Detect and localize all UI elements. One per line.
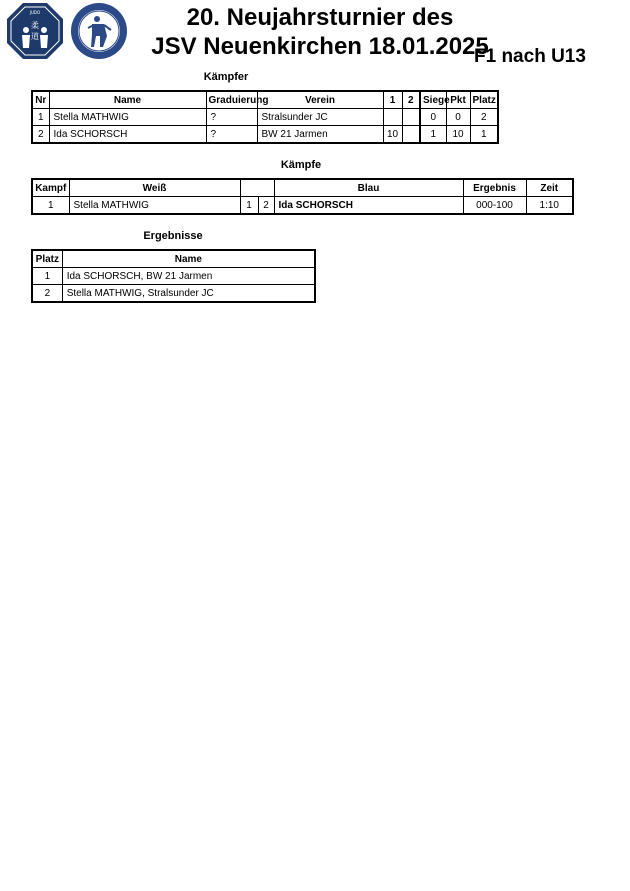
category-subtitle: F1 nach U13 <box>474 46 586 67</box>
table-row <box>32 109 498 126</box>
fighter-place: 2 <box>470 109 498 126</box>
fighter-points: 10 <box>446 126 470 144</box>
fighter-wins: 0 <box>420 109 446 126</box>
fighter-wins: 1 <box>420 126 446 144</box>
result-name: Ida SCHORSCH, BW 21 Jarmen <box>62 268 315 285</box>
col-header: Nr <box>32 91 49 109</box>
fighter-grade: ? <box>206 109 257 126</box>
fights-caption: Kämpfe <box>280 159 322 171</box>
fighter-grade: ? <box>206 126 257 144</box>
fight-result: 000-100 <box>463 197 526 215</box>
fight-blue-name: Ida SCHORSCH <box>274 197 463 215</box>
fight-time: 1:10 <box>526 197 573 215</box>
fighter-name: Stella MATHWIG <box>49 109 206 126</box>
fighter-score-2 <box>402 109 420 126</box>
fighter-club: BW 21 Jarmen <box>257 126 383 144</box>
results-caption: Ergebnisse <box>143 230 203 242</box>
col-header: Platz <box>470 91 498 109</box>
col-header: Platz <box>32 250 62 268</box>
results-table <box>31 249 316 303</box>
fight-blue-nr: 2 <box>258 197 274 215</box>
fights-table <box>31 178 574 215</box>
col-header: Verein <box>257 91 383 109</box>
fighter-place: 1 <box>470 126 498 144</box>
col-header: Kampf <box>32 179 69 197</box>
logo-left-text: JUDO <box>29 10 41 15</box>
col-header: Graduierung <box>206 91 257 109</box>
svg-text:道: 道 <box>31 32 39 41</box>
col-header: Name <box>49 91 206 109</box>
col-header: Weiß <box>69 179 240 197</box>
fight-number: 1 <box>32 197 69 215</box>
fighter-name: Ida SCHORSCH <box>49 126 206 144</box>
col-header: Blau <box>274 179 463 197</box>
results-header-row <box>32 250 315 268</box>
fight-white-nr: 1 <box>240 197 258 215</box>
col-header-blank <box>240 179 274 197</box>
result-name: Stella MATHWIG, Stralsunder JC <box>62 285 315 303</box>
col-header: Name <box>62 250 315 268</box>
svg-text:柔: 柔 <box>31 21 39 30</box>
judo-club-logo <box>6 2 64 60</box>
fighter-club: Stralsunder JC <box>257 109 383 126</box>
col-header: Ergebnis <box>463 179 526 197</box>
fighter-score-2 <box>402 126 420 144</box>
page-title-line2: JSV Neuenkirchen 18.01.2025 <box>151 33 489 60</box>
fighter-points: 0 <box>446 109 470 126</box>
col-header: Siege <box>420 91 446 109</box>
fighters-table <box>31 90 499 144</box>
page-title-line1: 20. Neujahrsturnier des <box>186 4 454 31</box>
col-header: Zeit <box>526 179 573 197</box>
result-place: 2 <box>32 285 62 303</box>
col-header: 1 <box>383 91 402 109</box>
fighter-nr: 1 <box>32 109 49 126</box>
fight-white-name: Stella MATHWIG <box>69 197 240 215</box>
table-row <box>32 197 573 215</box>
result-place: 1 <box>32 268 62 285</box>
fighters-header-row <box>32 91 498 109</box>
fighter-nr: 2 <box>32 126 49 144</box>
col-header: Pkt <box>446 91 470 109</box>
fights-header-row <box>32 179 573 197</box>
table-row <box>32 268 315 285</box>
table-row <box>32 285 315 303</box>
fighter-score-1: 10 <box>383 126 402 144</box>
fighter-score-1 <box>383 109 402 126</box>
col-header: 2 <box>402 91 420 109</box>
fighters-caption: Kämpfer <box>203 71 249 83</box>
table-row <box>32 126 498 144</box>
